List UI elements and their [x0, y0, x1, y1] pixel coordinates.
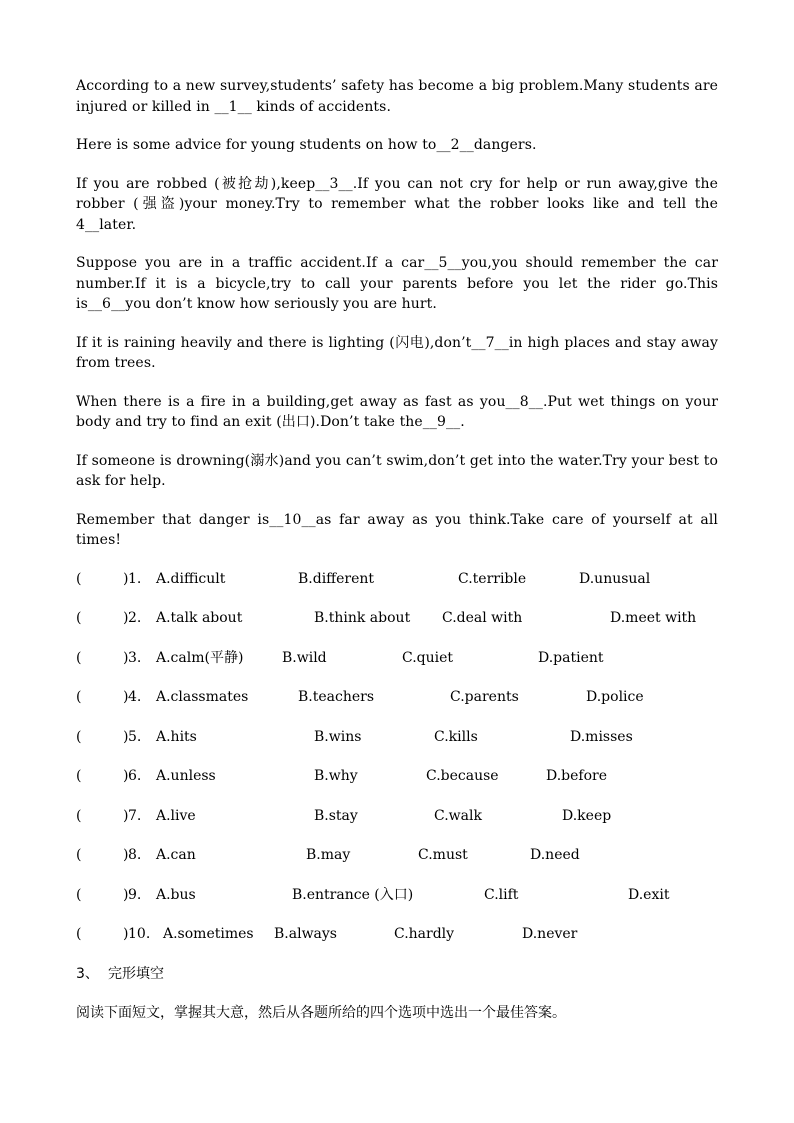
answer-paren-right: ) — [123, 570, 129, 587]
option-b: B.entrance (入口) — [292, 886, 414, 903]
question-number: 7. — [128, 807, 142, 824]
passage-paragraph: If it is raining heavily and there is lighting (闪电),don’t__7__in high places and stay away from trees. — [76, 334, 718, 371]
option-a: A.sometimes — [163, 926, 254, 942]
option-a: A.bus — [156, 886, 196, 903]
option-d: D.never — [522, 926, 578, 942]
option-a: A.live — [156, 807, 196, 824]
option-d: D.unusual — [579, 570, 651, 587]
option-c: C.terrible — [458, 570, 527, 587]
question-row — [76, 648, 718, 668]
option-a: A.can — [156, 847, 196, 863]
answer-paren-left: ( — [76, 570, 82, 587]
option-c: C.hardly — [394, 926, 455, 942]
option-c: C.lift — [484, 886, 519, 903]
option-d: D.need — [530, 847, 580, 863]
answer-paren-left: ( — [76, 886, 82, 903]
question-row — [76, 687, 718, 707]
question-number: 10. — [128, 926, 151, 942]
passage-paragraph: If someone is drowning(溺水)and you can’t swim,don’t get into the water.Try your best to ask for help. — [76, 452, 718, 489]
passage-paragraph: Here is some advice for young students on how to__2__dangers. — [76, 137, 537, 153]
option-a: A.calm(平静) — [156, 649, 244, 666]
option-b: B.think about — [314, 610, 411, 626]
option-b: B.may — [306, 847, 351, 863]
passage-paragraph: If you are robbed (被抢劫),keep__3__.If you can not cry for help or run away,give the robber (强盗)your money.Try to remember what the robber looks like and tell the 4__later. — [76, 175, 718, 233]
answer-paren-left: ( — [76, 728, 82, 745]
answer-paren-left: ( — [76, 926, 82, 942]
question-number: 3. — [128, 649, 142, 666]
answer-paren-right: ) — [123, 807, 129, 824]
option-c: C.quiet — [402, 649, 454, 666]
answer-paren-right: ) — [123, 847, 129, 863]
option-a: A.difficult — [156, 570, 226, 587]
worksheet-page — [76, 76, 718, 1023]
option-b: B.teachers — [298, 689, 375, 705]
question-number: 8. — [128, 847, 142, 863]
option-b: B.wild — [282, 649, 327, 666]
answer-paren-right: ) — [123, 886, 129, 903]
option-b: B.stay — [314, 807, 358, 824]
option-a: A.hits — [156, 728, 197, 745]
question-row — [76, 885, 718, 905]
option-a: A.classmates — [156, 689, 249, 705]
option-a: A.talk about — [156, 610, 243, 626]
option-d: D.meet with — [610, 610, 697, 626]
option-c: C.must — [418, 847, 468, 863]
option-b: B.wins — [314, 728, 362, 745]
option-c: C.kills — [434, 728, 478, 745]
question-number: 1. — [128, 570, 142, 587]
question-number: 4. — [128, 689, 142, 705]
section-number: 3、 — [76, 965, 99, 982]
question-row — [76, 924, 718, 944]
answer-paren-right: ) — [123, 649, 129, 666]
question-row — [76, 727, 718, 747]
passage-paragraph: Remember that danger is__10__as far away as you think.Take care of yourself at all times! — [76, 511, 718, 548]
section-heading — [76, 964, 718, 984]
passage-paragraph: When there is a fire in a building,get away as fast as you__8__.Put wet things on your body and try to find an exit (出口).Don’t take the__9__. — [76, 393, 718, 430]
answer-paren-left: ( — [76, 847, 82, 863]
option-d: D.keep — [562, 807, 612, 824]
instruction-text: 阅读下面短文，掌握其大意，然后从各题所给的四个选项中选出一个最佳答案。 — [76, 1004, 566, 1021]
question-row — [76, 766, 718, 786]
question-number: 2. — [128, 610, 142, 626]
passage-paragraph: Suppose you are in a traffic accident.If a car__5__you,you should remember the car number.If it is a bicycle,try to call your parents before you let the rider go.This is__6__you don’t know how seriously you are hurt. — [76, 255, 718, 312]
answer-paren-right: ) — [123, 610, 129, 626]
option-b: B.why — [314, 768, 358, 784]
question-row — [76, 806, 718, 826]
question-number: 9. — [128, 886, 142, 903]
option-d: D.before — [546, 768, 608, 784]
question-number: 6. — [128, 768, 142, 784]
question-list — [76, 569, 718, 945]
option-d: D.misses — [570, 728, 633, 745]
answer-paren-right: ) — [123, 768, 129, 784]
option-c: C.parents — [450, 689, 519, 705]
answer-paren-left: ( — [76, 610, 82, 626]
answer-paren-right: ) — [123, 926, 129, 942]
answer-paren-right: ) — [123, 689, 129, 705]
question-row — [76, 569, 718, 589]
question-row — [76, 608, 718, 628]
option-a: A.unless — [156, 768, 216, 784]
option-c: C.walk — [434, 807, 482, 824]
section-title: 完形填空 — [108, 965, 164, 982]
option-c: C.because — [426, 768, 499, 784]
option-b: B.different — [298, 570, 375, 587]
question-number: 5. — [128, 728, 142, 745]
option-b: B.always — [274, 926, 337, 942]
answer-paren-left: ( — [76, 689, 82, 705]
option-d: D.exit — [628, 886, 670, 903]
option-d: D.police — [586, 689, 644, 705]
passage-paragraph: According to a new survey,students’ safety has become a big problem.Many students are injured or killed in __1__ kinds of accidents. — [76, 78, 718, 115]
option-c: C.deal with — [442, 610, 523, 626]
passage — [76, 76, 718, 551]
answer-paren-left: ( — [76, 768, 82, 784]
answer-paren-left: ( — [76, 807, 82, 824]
option-d: D.patient — [538, 649, 604, 666]
question-row — [76, 845, 718, 865]
answer-paren-right: ) — [123, 728, 129, 745]
answer-paren-left: ( — [76, 649, 82, 666]
